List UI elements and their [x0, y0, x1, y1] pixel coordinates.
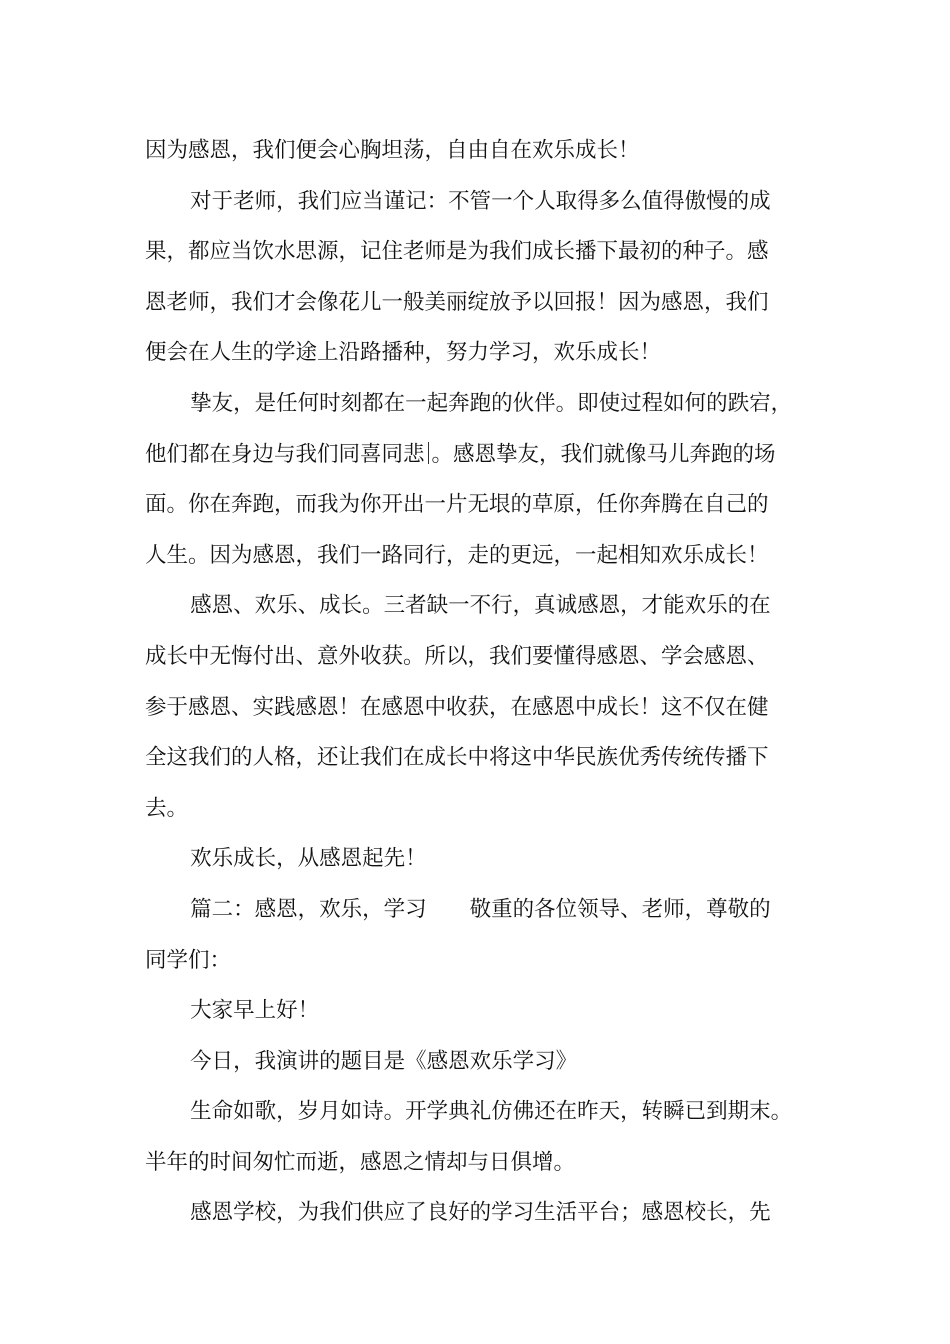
text-line: 生命如歌，岁月如诗。开学典礼仿佛还在昨天，转瞬已到期末。 — [190, 1099, 793, 1125]
text-line: 人生。因为感恩，我们一路同行，走的更远，一起相知欢乐成长！ — [145, 542, 769, 568]
text-line: 感恩学校，为我们供应了良好的学习生活平台；感恩校长，先 — [190, 1200, 771, 1226]
paragraph-10 — [145, 1188, 815, 1239]
text-line: 恩老师，我们才会像花儿一般美丽绽放予以回报！因为感恩，我们 — [145, 289, 769, 315]
paragraph-5 — [145, 834, 815, 885]
document-body — [145, 126, 815, 1239]
text-line: 果，都应当饮水思源，记住老师是为我们成长播下最初的种子。感 — [145, 239, 769, 265]
paragraph-4 — [145, 581, 815, 834]
text-line: 半年的时间匆忙而逝，感恩之情却与日俱增。 — [145, 1149, 576, 1175]
text-line-with-cursor — [145, 430, 815, 481]
paragraph-7 — [145, 986, 815, 1037]
text-line: 同学们： — [145, 947, 232, 973]
text-line: 挚友，是任何时刻都在一起奔跑的伙伴。即使过程如何的跌宕， — [190, 390, 793, 416]
text-line: 对于老师，我们应当谨记：不管一个人取得多么值得傲慢的成 — [190, 188, 771, 214]
text-line: 面。你在奔跑，而我为你开出一片无垠的草原，任你奔腾在自己的 — [145, 492, 769, 518]
paragraph-1 — [145, 126, 815, 177]
text-segment: 他们都在身边与我们同喜同悲 — [145, 441, 425, 467]
text-line: 感恩、欢乐、成长。三者缺一不行，真诚感恩，才能欢乐的在 — [190, 593, 771, 619]
paragraph-6 — [145, 885, 815, 986]
paragraph-9 — [145, 1087, 815, 1188]
paragraph-3 — [145, 379, 815, 581]
text-segment: 。感恩挚友，我们就像马儿奔跑的场 — [431, 441, 776, 467]
text-line: 便会在人生的学途上沿路播种，努力学习，欢乐成长！ — [145, 340, 662, 366]
text-cursor-mark — [428, 442, 429, 464]
text-line: 篇二：感恩，欢乐，学习 敬重的各位领导、老师，尊敬的 — [190, 896, 771, 922]
paragraph-2 — [145, 177, 815, 379]
text-line: 全这我们的人格，还让我们在成长中将这中华民族优秀传统传播下 — [145, 745, 769, 771]
text-line: 因为感恩，我们便会心胸坦荡，自由自在欢乐成长！ — [145, 138, 640, 163]
text-line: 今日，我演讲的题目是《感恩欢乐学习》 — [190, 1048, 578, 1074]
text-line: 参于感恩、实践感恩！在感恩中收获，在感恩中成长！这不仅在健 — [145, 694, 769, 720]
text-line: 大家早上好！ — [190, 998, 320, 1024]
paragraph-8 — [145, 1037, 815, 1088]
text-line: 欢乐成长，从感恩起先！ — [190, 846, 427, 872]
text-line: 去。 — [145, 795, 189, 821]
text-line: 成长中无悔付出、意外收获。所以，我们要懂得感恩、学会感恩、 — [145, 643, 769, 669]
